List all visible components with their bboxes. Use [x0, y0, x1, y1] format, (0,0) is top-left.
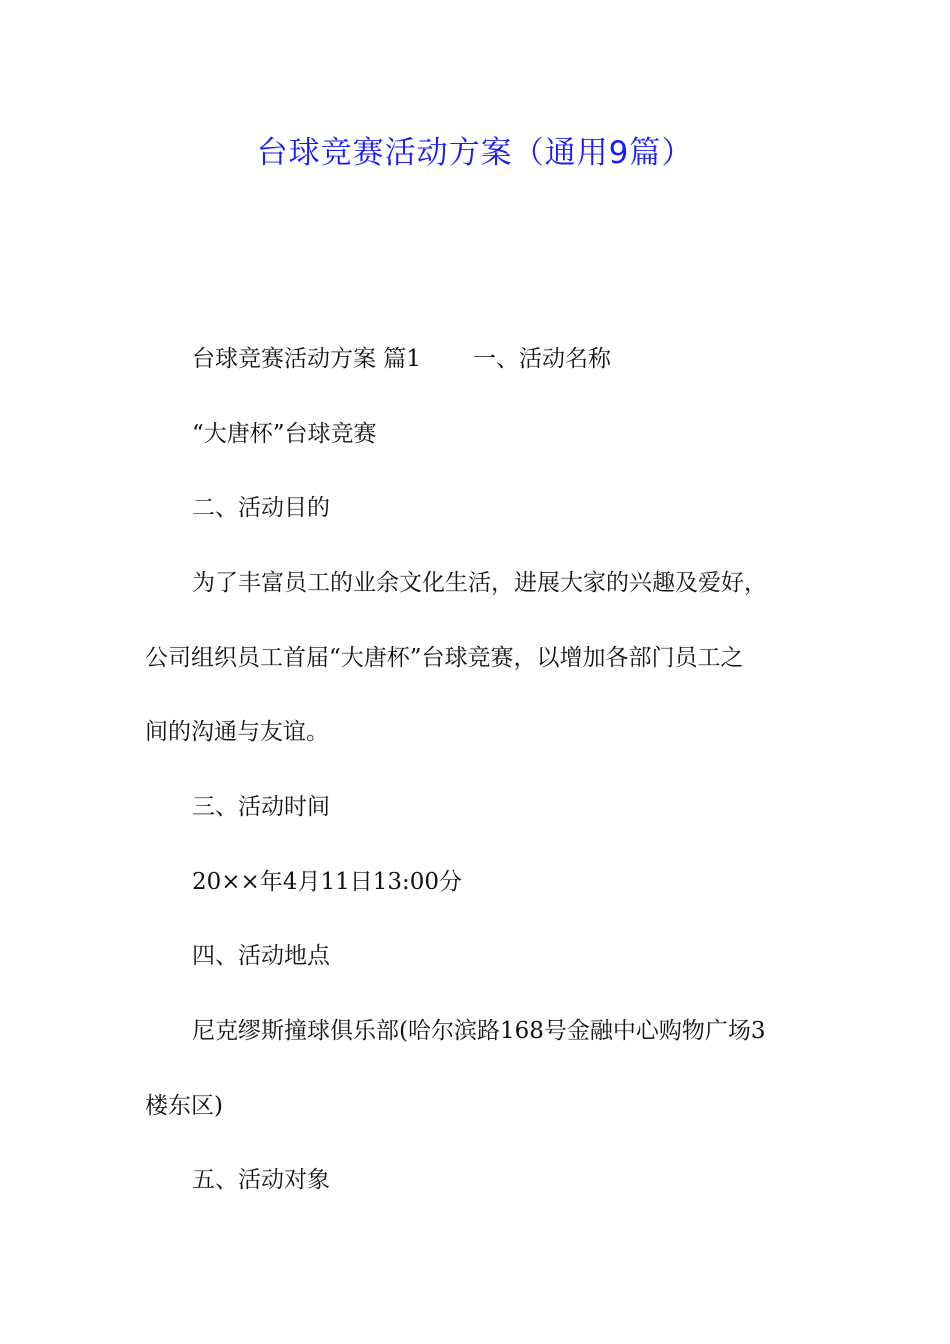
paragraph-line: 20××年4月11日13:00分: [192, 869, 462, 895]
document-title: 台球竞赛活动方案（通用9篇）: [256, 135, 694, 171]
paragraph-line: 为了丰富员工的业余文化生活，进展大家的兴趣及爱好，: [192, 570, 767, 596]
section-heading-purpose: 二、活动目的: [192, 495, 330, 521]
paragraph-line: 公司组织员工首届“大唐杯”台球竞赛，以增加各部门员工之: [145, 645, 744, 671]
paragraph-line: “大唐杯”台球竞赛: [192, 421, 377, 447]
section-heading-time: 三、活动时间: [192, 794, 330, 820]
section-heading-activity-name: 一、活动名称: [472, 346, 611, 372]
section-heading-line: [192, 339, 611, 379]
section-heading-location: 四、活动地点: [192, 943, 330, 969]
paragraph-line: 楼东区): [145, 1093, 223, 1119]
article-heading: 台球竞赛活动方案 篇1: [192, 346, 421, 372]
paragraph-line: 尼克缪斯撞球俱乐部(哈尔滨路168号金融中心购物广场3: [192, 1018, 766, 1044]
paragraph-line: 间的沟通与友谊。: [145, 719, 329, 745]
section-heading-participants: 五、活动对象: [192, 1167, 330, 1193]
